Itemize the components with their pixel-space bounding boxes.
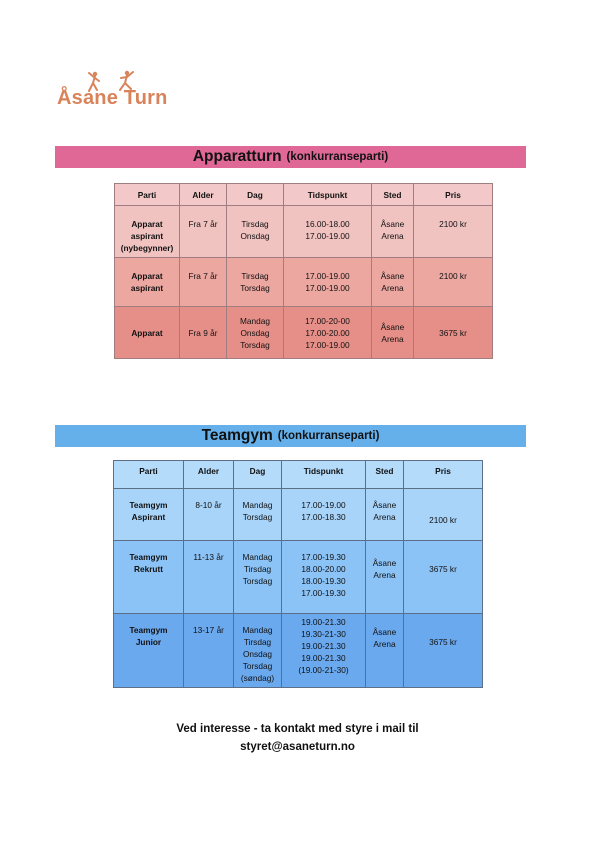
pris-cell: 3675 kr [404, 614, 483, 688]
table-header-row [115, 184, 493, 206]
cell-line: Tirsdag [243, 564, 272, 574]
column-header: Sted [372, 184, 414, 206]
parti-cell [115, 307, 180, 359]
cell-line: Onsdag [240, 327, 270, 338]
section-banner-apparatturn [55, 146, 526, 168]
parti-cell [115, 206, 180, 258]
section-title: Apparatturn [192, 148, 282, 165]
cell-line: Junior [135, 637, 162, 647]
column-header: Dag [227, 184, 284, 206]
cell-line: Tirsdag [243, 637, 272, 647]
alder-cell: 13-17 år [184, 614, 234, 688]
cell-line: (19.00-21-30) [298, 665, 349, 675]
dag-cell [234, 541, 282, 614]
cell-line: Onsdag [240, 231, 270, 241]
table-row [115, 258, 493, 307]
cell-line: Mandag [240, 315, 270, 326]
column-header: Pris [404, 461, 483, 489]
cell-line: 17.00-18.30 [301, 512, 346, 522]
tidspunkt-cell [282, 489, 366, 541]
dag-cell [227, 307, 284, 359]
contact-text: Ved interesse - ta kontakt med styre i mail til [176, 723, 419, 735]
cell-line: Teamgym [129, 500, 168, 510]
pris-cell: 2100 kr [414, 206, 493, 258]
alder-cell: Fra 7 år [180, 258, 227, 307]
cell-line: Åsane [380, 219, 405, 229]
cell-line: (søndag) [240, 673, 275, 683]
column-header: Pris [414, 184, 493, 206]
alder-cell: 11-13 år [184, 541, 234, 614]
tidspunkt-cell [284, 206, 372, 258]
section-subtitle: (konkurranseparti) [277, 430, 380, 442]
dag-cell [227, 258, 284, 307]
cell-line: Mandag [242, 552, 273, 562]
cell-line: Tirsdag [241, 271, 269, 281]
cell-line: aspirant [130, 231, 164, 241]
cell-line: Onsdag [242, 649, 273, 659]
cell-line: Torsdag [242, 512, 273, 522]
cell-line: 17.00-19.00 [301, 500, 346, 510]
cell-line: 19.30-21-30 [301, 629, 346, 639]
column-header: Tidspunkt [284, 184, 372, 206]
cell-line: aspirant [130, 283, 164, 293]
dag-cell [227, 206, 284, 258]
section-subtitle: (konkurranseparti) [286, 151, 389, 163]
apparatturn-schedule-table [114, 183, 493, 359]
table-header-row [114, 461, 483, 489]
cell-line: Åsane [380, 321, 405, 332]
parti-cell [114, 614, 184, 688]
sted-cell [372, 206, 414, 258]
column-header: Parti [114, 461, 184, 489]
tidspunkt-cell [282, 541, 366, 614]
pris-cell: 3675 kr [414, 307, 493, 359]
pris-cell: 2100 kr [404, 489, 483, 541]
tidspunkt-cell [284, 307, 372, 359]
cell-line: 19.00-21.30 [301, 617, 346, 627]
cell-line: Apparat [131, 327, 163, 338]
table-row [114, 541, 483, 614]
dag-cell [234, 614, 282, 688]
cell-line: 19.00-21.30 [301, 653, 346, 663]
cell-line: 17.00-19.00 [305, 283, 350, 293]
cell-line: Teamgym [129, 552, 168, 562]
dag-cell [234, 489, 282, 541]
alder-cell: Fra 7 år [180, 206, 227, 258]
pris-cell: 3675 kr [404, 541, 483, 614]
cell-line: 17.00-19.00 [305, 271, 350, 281]
cell-line: 17.00-19.00 [305, 339, 350, 350]
cell-line: 17.00-19.30 [301, 552, 346, 562]
cell-line: Mandag [242, 625, 273, 635]
column-header: Sted [366, 461, 404, 489]
section-title: Teamgym [201, 427, 273, 444]
cell-line: 18.00-19.30 [301, 576, 346, 586]
cell-line: Åsane [372, 627, 397, 637]
cell-line: Teamgym [129, 625, 168, 635]
pris-cell: 2100 kr [414, 258, 493, 307]
cell-line: (nybegynner) [120, 243, 174, 253]
cell-line: Arena [381, 231, 404, 241]
section-banner-teamgym [55, 425, 526, 447]
cell-line: Aspirant [131, 512, 166, 522]
cell-line: Åsane [372, 558, 397, 568]
cell-line: Arena [381, 333, 404, 344]
cell-line: Arena [373, 639, 396, 649]
parti-cell [114, 489, 184, 541]
cell-line: Apparat [131, 219, 163, 229]
cell-line: Rekrutt [133, 564, 164, 574]
contact-email-link[interactable]: styret@asaneturn.no [240, 741, 355, 753]
table-row [114, 489, 483, 541]
sted-cell [366, 489, 404, 541]
table-row [115, 206, 493, 258]
cell-line: Apparat [131, 271, 163, 281]
parti-cell [115, 258, 180, 307]
column-header: Tidspunkt [282, 461, 366, 489]
cell-line: Åsane [372, 500, 397, 510]
cell-line: Arena [381, 283, 404, 293]
column-header: Parti [115, 184, 180, 206]
sted-cell [366, 614, 404, 688]
table-row [114, 614, 483, 688]
cell-line: Tirsdag [241, 219, 269, 229]
tidspunkt-cell [282, 614, 366, 688]
logo-text: Åsane Turn [57, 87, 168, 109]
contact-footer [0, 720, 595, 756]
alder-cell: 8-10 år [184, 489, 234, 541]
sted-cell [372, 307, 414, 359]
cell-line: Arena [373, 570, 396, 580]
tidspunkt-cell [284, 258, 372, 307]
parti-cell [114, 541, 184, 614]
teamgym-schedule-table [113, 460, 483, 688]
cell-line: Mandag [242, 500, 273, 510]
sted-cell [366, 541, 404, 614]
column-header: Alder [180, 184, 227, 206]
cell-line: Torsdag [242, 576, 273, 586]
cell-line: Torsdag [242, 661, 273, 671]
cell-line: Åsane [380, 271, 405, 281]
column-header: Alder [184, 461, 234, 489]
cell-line: 17.00-19.00 [305, 231, 350, 241]
cell-line: Torsdag [240, 339, 270, 350]
cell-line: 16.00-18.00 [305, 219, 350, 229]
sted-cell [372, 258, 414, 307]
table-row [115, 307, 493, 359]
cell-line: 18.00-20.00 [301, 564, 346, 574]
cell-line: Arena [373, 512, 396, 522]
cell-line: 17.00-19.30 [301, 588, 346, 598]
column-header: Dag [234, 461, 282, 489]
cell-line: 17.00-20-00 [305, 315, 350, 326]
alder-cell: Fra 9 år [180, 307, 227, 359]
cell-line: 19.00-21.30 [301, 641, 346, 651]
cell-line: 17.00-20.00 [305, 327, 350, 338]
logo [57, 70, 182, 112]
cell-line: Torsdag [240, 283, 270, 293]
